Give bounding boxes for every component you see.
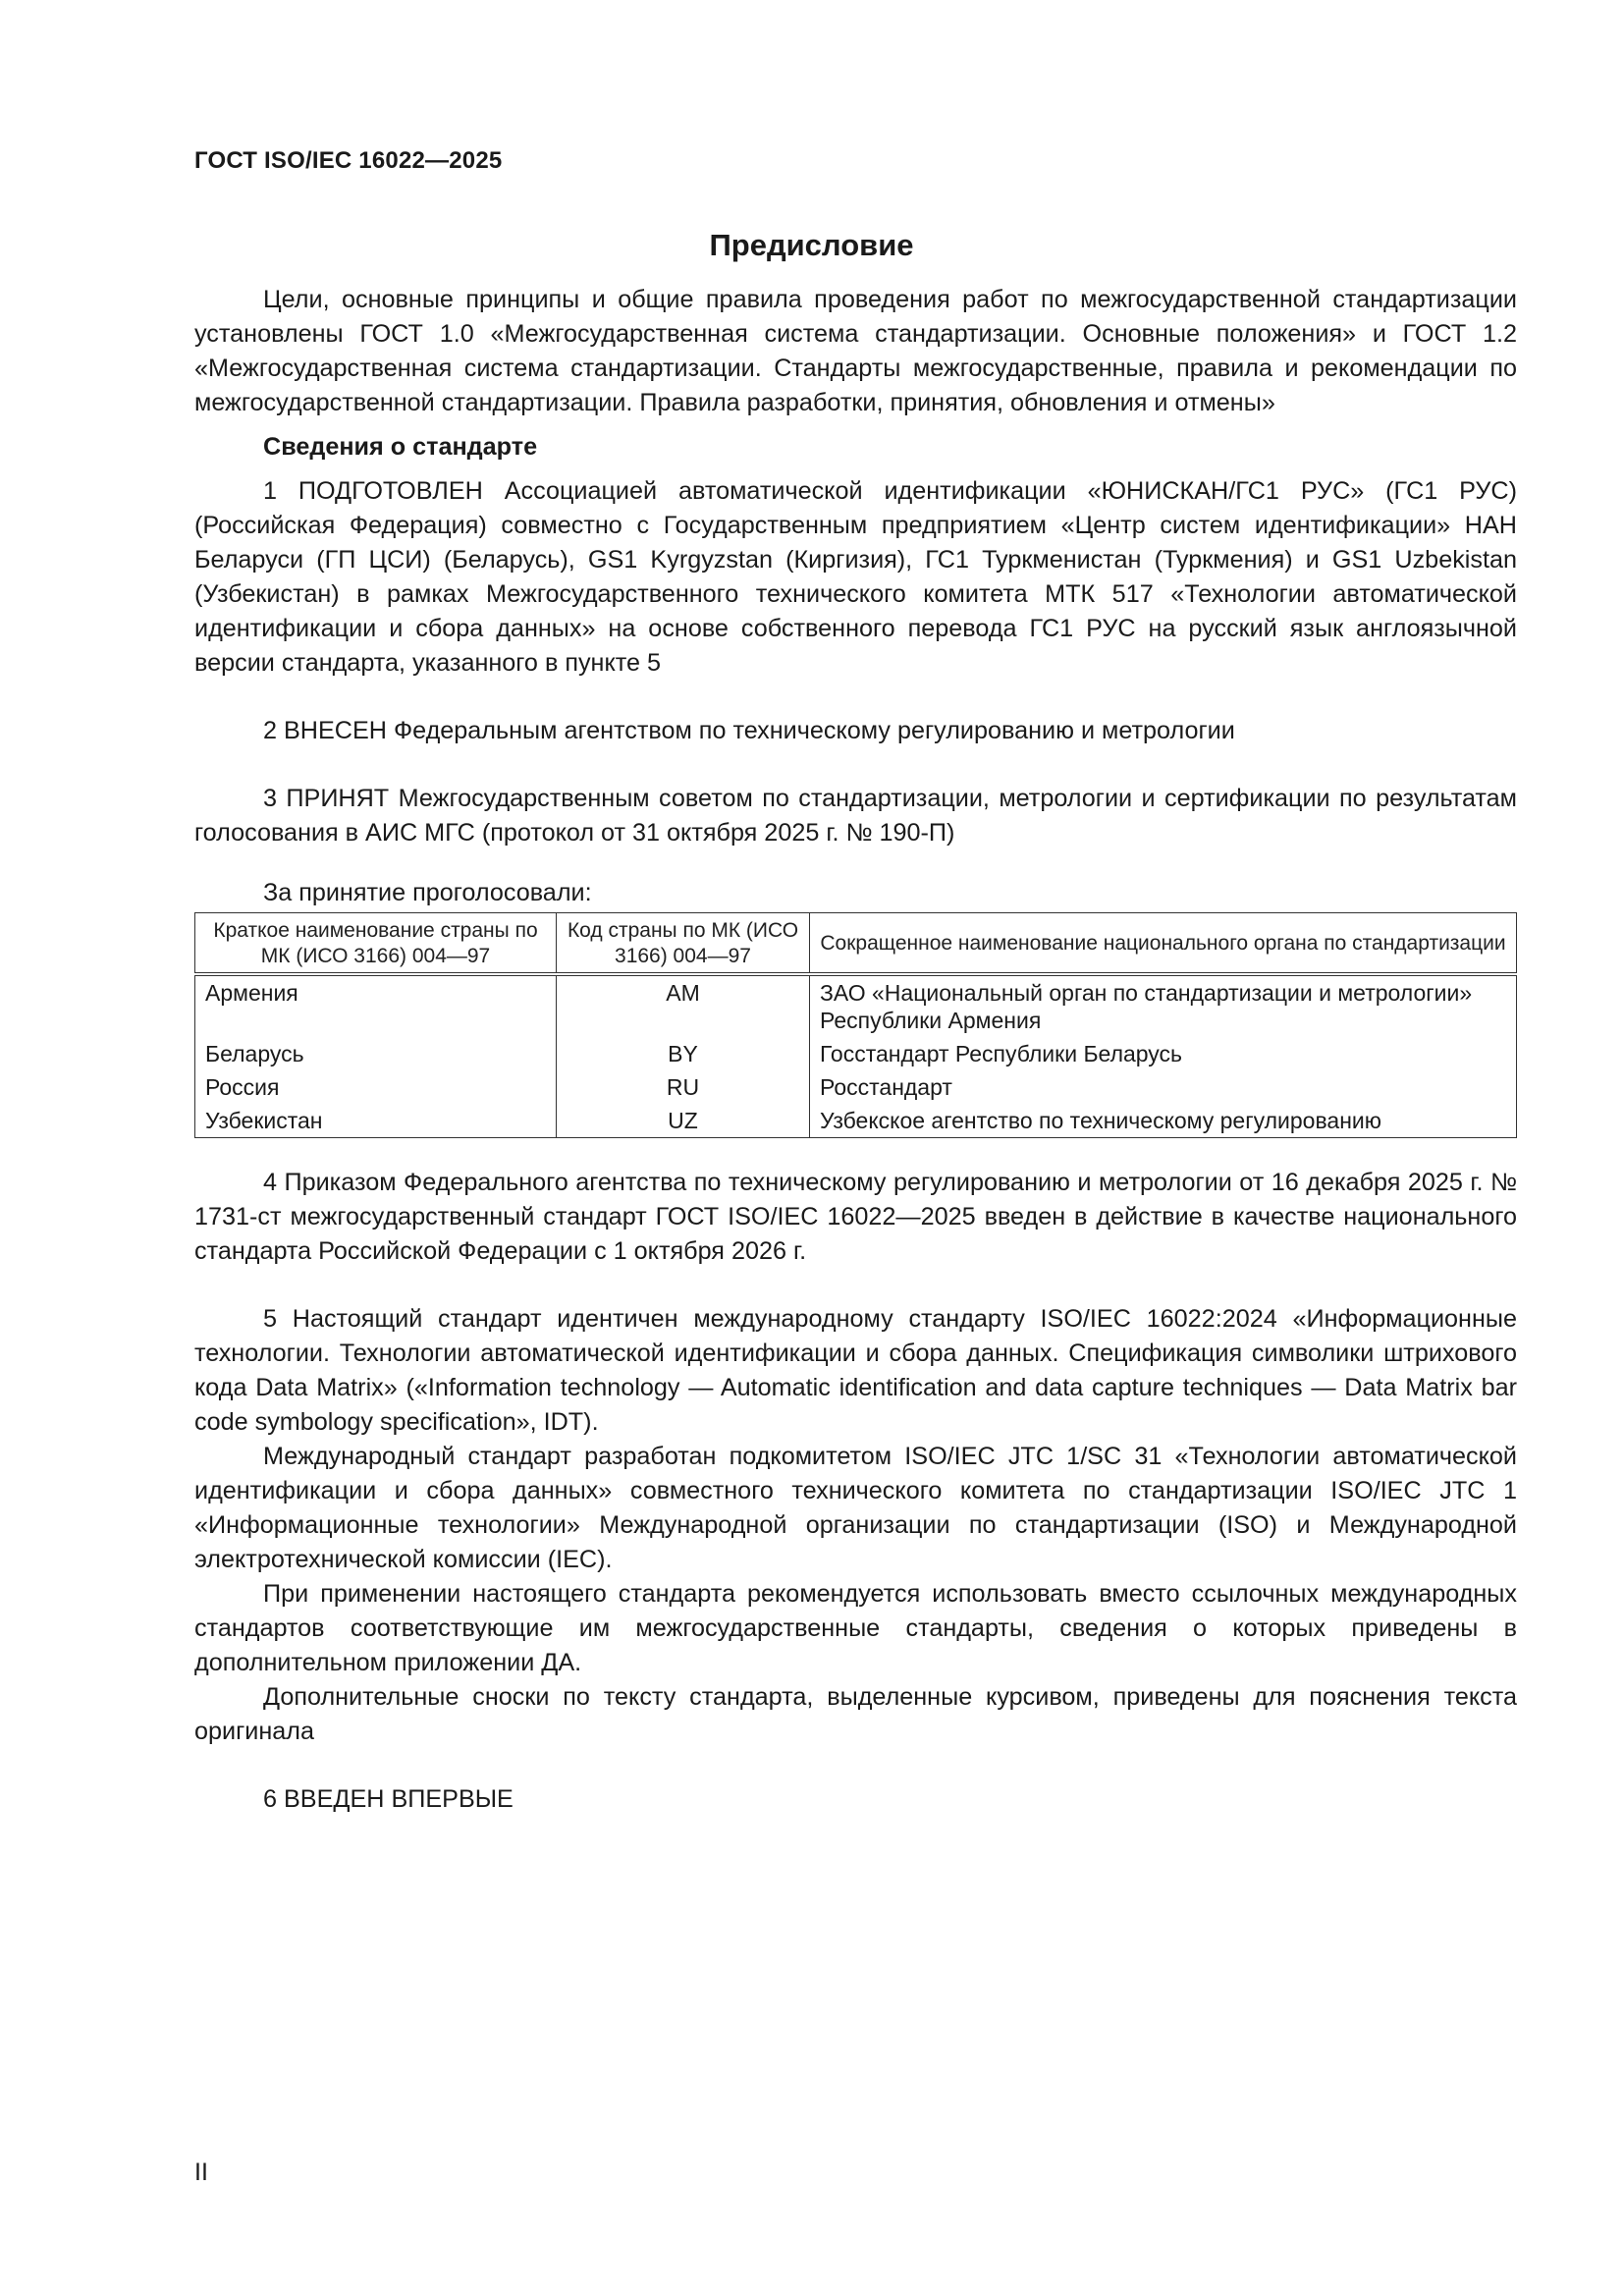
column-header-country: Краткое наименование страны по МК (ИСО 3166) 004—97 — [195, 913, 557, 975]
item-2-paragraph: 2 ВНЕСЕН Федеральным агентством по техническому регулированию и метрологии — [263, 717, 1235, 744]
page-number: II — [194, 2159, 208, 2186]
cell-body: Узбекское агентство по техническому регулированию — [810, 1104, 1517, 1138]
cell-country: Узбекистан — [195, 1104, 557, 1138]
column-header-code: Код страны по МК (ИСО 3166) 004—97 — [557, 913, 810, 975]
item-4-paragraph: 4 Приказом Федерального агентства по техническому регулированию и метрологии от 16 декабря 2025 г. № 1731-ст межгосударственный стандарт ГОСТ ISO/IEC 16022—2025 введен в действие в качестве национального стандарта Российской Федерации с 1 октября 2026 г. — [194, 1169, 1517, 1265]
cell-code: BY — [557, 1037, 810, 1070]
item-6-paragraph: 6 ВВЕДЕН ВПЕРВЫЕ — [263, 1785, 514, 1813]
item-5-references-paragraph: При применении настоящего стандарта рекомендуется использовать вместо ссылочных международных стандартов соответствующие им межгосударственные стандарты, сведения о которых приведены в дополнительном приложении ДА. — [194, 1580, 1517, 1676]
table-row — [195, 974, 1517, 1037]
cell-code: AM — [557, 974, 810, 1037]
item-5-footnotes-paragraph: Дополнительные сноски по тексту стандарта, выделенные курсивом, приведены для пояснения текста оригинала — [194, 1683, 1517, 1745]
cell-code: UZ — [557, 1104, 810, 1138]
section-heading: Сведения о стандарте — [263, 433, 538, 461]
item-1-paragraph: 1 ПОДГОТОВЛЕН Ассоциацией автоматической идентификации «ЮНИСКАН/ГС1 РУС» (ГС1 РУС) (Российская Федерация) совместно с Государственным предприятием «Центр систем идентификации» НАН Беларуси (ГП ЦСИ) (Беларусь), GS1 Kyrgyzstan (Киргизия), ГС1 Туркменистан (Туркмения) и GS1 Uzbekistan (Узбекистан) в рамках Межгосударственного технического комитета МТК 517 «Технологии автоматической идентификации и сбора данных» на основе собственного перевода ГС1 РУС на русский язык англоязычной версии стандарта, указанного в пункте 5 — [194, 477, 1517, 677]
cell-country: Армения — [195, 974, 557, 1037]
table-row — [195, 1104, 1517, 1138]
vote-table-header-row — [195, 913, 1517, 975]
column-header-body: Сокращенное наименование национального органа по стандартизации — [810, 913, 1517, 975]
page-title: Предисловие — [709, 228, 914, 262]
vote-table — [194, 912, 1517, 1138]
foreword-body — [194, 283, 1517, 1817]
cell-country: Беларусь — [195, 1037, 557, 1070]
document-header: ГОСТ ISO/IEC 16022—2025 — [194, 147, 503, 174]
cell-country: Россия — [195, 1070, 557, 1104]
cell-body: Госстандарт Республики Беларусь — [810, 1037, 1517, 1070]
table-row — [195, 1037, 1517, 1070]
item-3-paragraph: 3 ПРИНЯТ Межгосударственным советом по стандартизации, метрологии и сертификации по результатам голосования в АИС МГС (протокол от 31 октября 2025 г. № 190-П) — [194, 785, 1517, 847]
intro-paragraph: Цели, основные принципы и общие правила проведения работ по межгосударственной стандартизации установлены ГОСТ 1.0 «Межгосударственная система стандартизации. Основные положения» и ГОСТ 1.2 «Межгосударственная система стандартизации. Стандарты межгосударственные, правила и рекомендации по межгосударственной стандартизации. Правила разработки, принятия, обновления и отмены» — [194, 286, 1517, 416]
vote-label: За принятие проголосовали: — [263, 879, 592, 906]
cell-code: RU — [557, 1070, 810, 1104]
table-row — [195, 1070, 1517, 1104]
item-5-international-paragraph: Международный стандарт разработан подкомитетом ISO/IEC JTC 1/SC 31 «Технологии автоматической идентификации и сбора данных» совместного технического комитета по стандартизации ISO/IEC JTC 1 «Информационные технологии» Международной организации по стандартизации (ISO) и Международной электротехнической комиссии (IEC). — [194, 1443, 1517, 1573]
cell-body: ЗАО «Национальный орган по стандартизации и метрологии» Республики Армения — [810, 974, 1517, 1037]
item-5-paragraph: 5 Настоящий стандарт идентичен международному стандарту ISO/IEC 16022:2024 «Информационные технологии. Технологии автоматической идентификации и сбора данных. Спецификация символики штрихового кода Data Matrix» («Information technology — Automatic identification and data capture techniques — Data Matrix bar code symbology specification», IDT). — [194, 1305, 1517, 1436]
cell-body: Росстандарт — [810, 1070, 1517, 1104]
